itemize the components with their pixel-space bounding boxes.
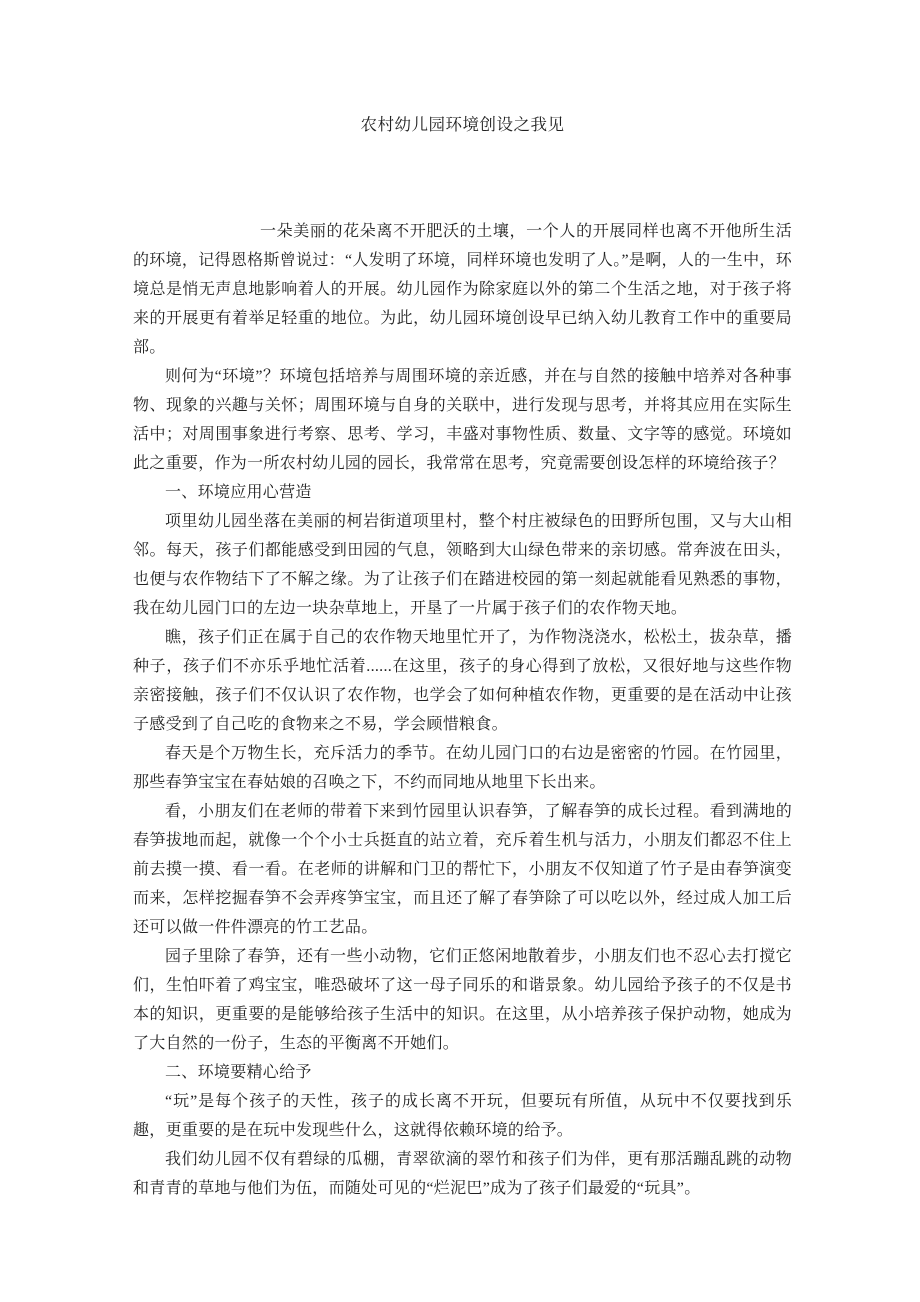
paragraph: 瞧，孩子们正在属于自己的农作物天地里忙开了，为作物浇浇水，松松土，拔杂草，播种子，孩子们不亦乐乎地忙活着......在这里，孩子的身心得到了放松，又很好地与这些作物亲密接触，孩子们不仅认识了农作物，也学会了如何种植农作物，更重要的是在活动中让孩子感受到了自己吃的食物来之不易，学会顾惜粮食。 xyxy=(133,629,792,733)
paragraph: 则何为“环境”？环境包括培养与周围环境的亲近感，并在与自然的接触中培养对各种事物、现象的兴趣与关怀；周围环境与自身的关联中，进行发现与思考，并将其应用在实际生活中；对周围事象进行考察、思考、学习，丰盛对事物性质、数量、文字等的感觉。环境如此之重要，作为一所农村幼儿园的园长，我常常在思考，究竟需要创设怎样的环境给孩子？ xyxy=(133,368,792,472)
section-heading: 二、环境要精心给予 xyxy=(165,1064,312,1081)
paragraph: 看，小朋友们在老师的带着下来到竹园里认识春笋，了解春笋的成长过程。看到满地的春笋拔地而起，就像一个个小士兵挺直的站立着，充斥着生机与活力，小朋友们都忍不住上前去摸一摸、看一看。在老师的讲解和门卫的帮忙下，小朋友不仅知道了竹子是由春笋演变而来，怎样挖掘春笋不会弄疼笋宝宝，而且还了解了春笋除了可以吃以外，经过成人加工后还可以做一件件漂亮的竹工艺品。 xyxy=(133,803,792,936)
paragraph: “玩”是每个孩子的天性，孩子的成长离不开玩，但要玩有所值，从玩中不仅要找到乐趣，更重要的是在玩中发现些什么，这就得依赖环境的给予。 xyxy=(133,1093,792,1139)
paragraph: 一朵美丽的花朵离不开肥沃的土壤，一个人的开展同样也离不开他所生活的环境，记得恩格斯曾说过：“人发明了环境，同样环境也发明了人。”是啊，人的一生中，环境总是悄无声息地影响着人的开展。幼儿园作为除家庭以外的第二个生活之地，对于孩子将来的开展更有着举足轻重的地位。为此，幼儿园环境创设早已纳入幼儿教育工作中的重要局部。 xyxy=(133,223,792,356)
document-body xyxy=(133,217,792,1203)
paragraph: 春天是个万物生长，充斥活力的季节。在幼儿园门口的右边是密密的竹园。在竹园里，那些春笋宝宝在春姑娘的召唤之下，不约而同地从地里下长出来。 xyxy=(133,745,792,791)
section-heading: 一、环境应用心营造 xyxy=(165,484,312,501)
document-title: 农村幼儿园环境创设之我见 xyxy=(360,115,565,134)
paragraph: 我们幼儿园不仅有碧绿的瓜棚，青翠欲滴的翠竹和孩子们为伴，更有那活蹦乱跳的动物和青青的草地与他们为伍，而随处可见的“烂泥巴”成为了孩子们最爱的“玩具”。 xyxy=(133,1151,792,1197)
paragraph: 项里幼儿园坐落在美丽的柯岩街道项里村，整个村庄被绿色的田野所包围，又与大山相邻。每天，孩子们都能感受到田园的气息，领略到大山绿色带来的亲切感。常奔波在田头，也便与农作物结下了不解之缘。为了让孩子们在踏进校园的第一刻起就能看见熟悉的事物，我在幼儿园门口的左边一块杂草地上，开垦了一片属于孩子们的农作物天地。 xyxy=(133,513,792,617)
paragraph: 园子里除了春笋，还有一些小动物，它们正悠闲地散着步，小朋友们也不忍心去打搅它们，生怕吓着了鸡宝宝，唯恐破坏了这一母子同乐的和谐景象。幼儿园给予孩子的不仅是书本的知识，更重要的是能够给孩子生活中的知识。在这里，从小培养孩子保护动物，她成为了大自然的一份子，生态的平衡离不开她们。 xyxy=(133,948,792,1052)
